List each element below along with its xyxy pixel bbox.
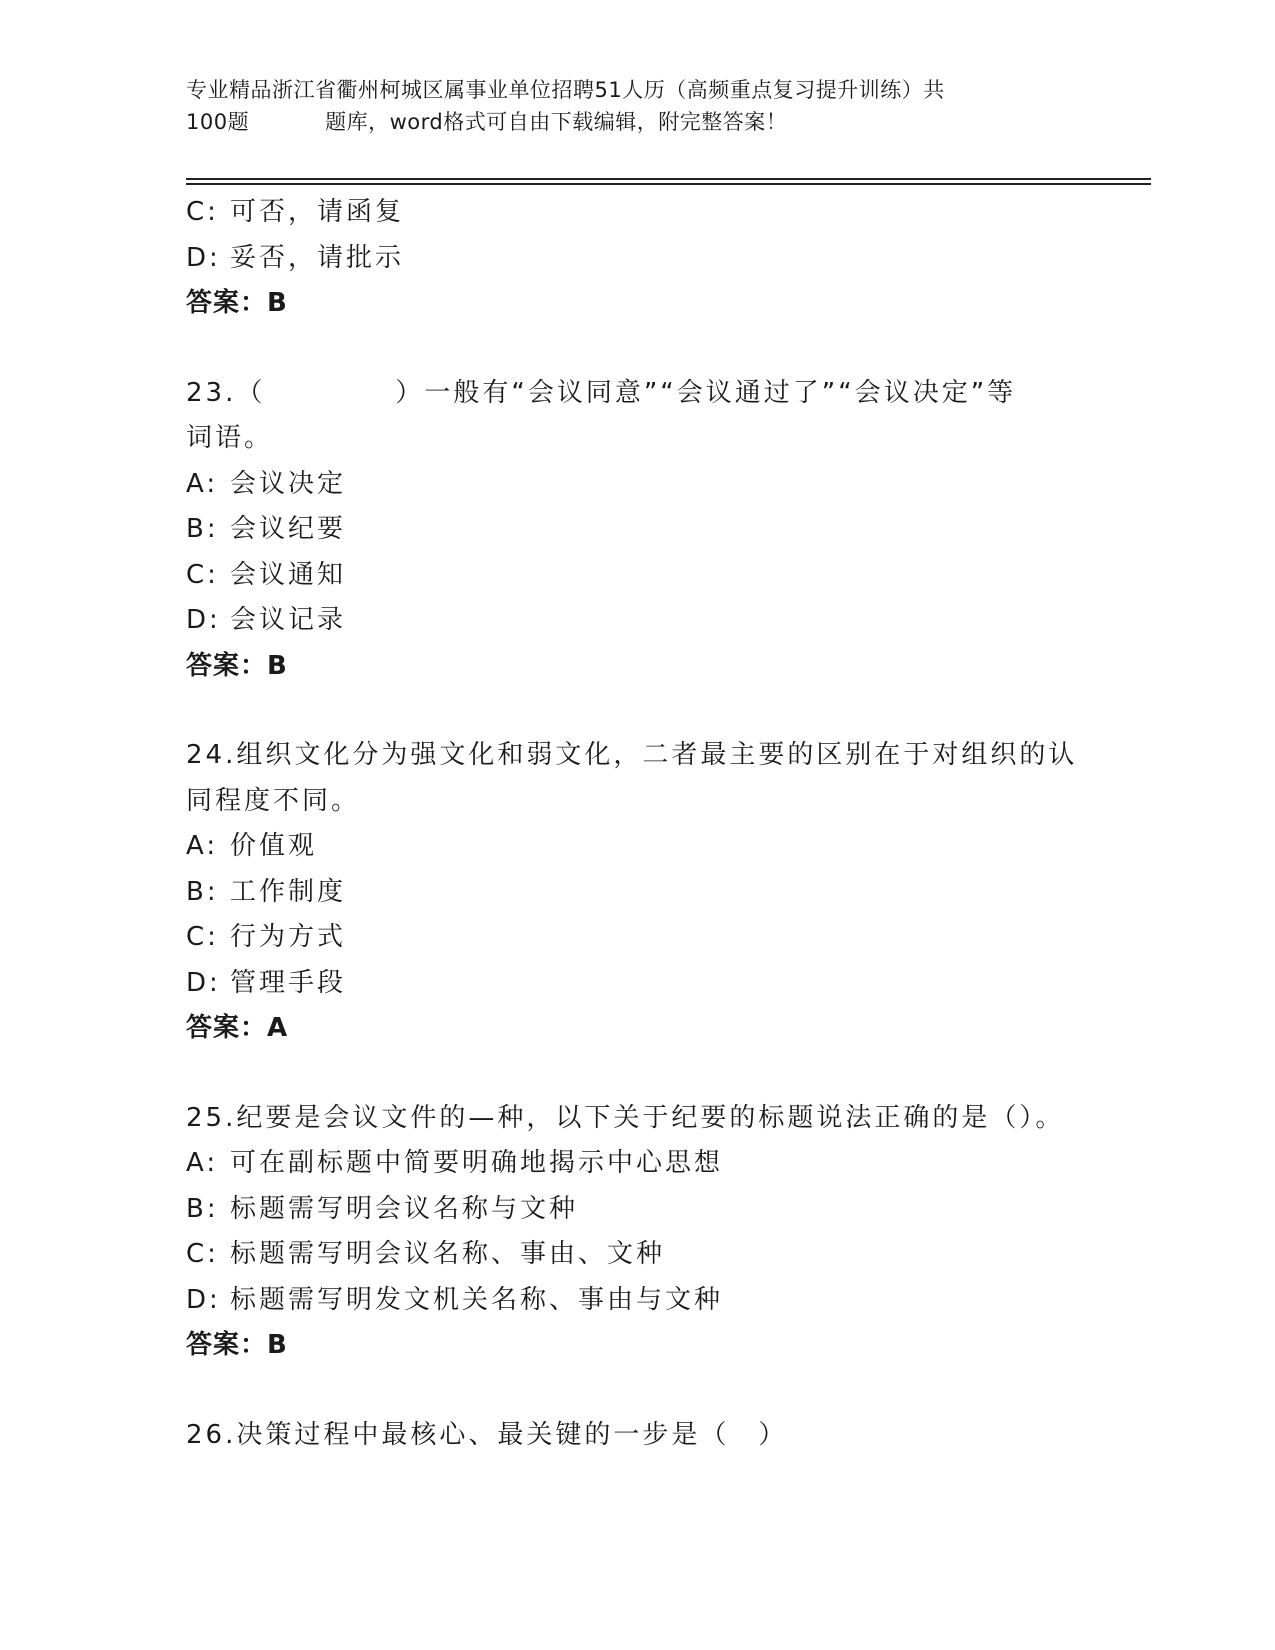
option-a: A: 可在副标题中简要明确地揭示中心思想 [186,1148,724,1178]
option-b: B: 标题需写明会议名称与文种 [186,1193,579,1224]
option-c: C: 可否，请函复 [186,197,405,227]
question-stem-continued: 词语。 [186,423,274,453]
option-a: A: 价值观 [186,831,318,861]
header-title-line-1: 专业精品浙江省衢州柯城区属事业单位招聘51人历（高频重点复习提升训练）共 [186,78,945,102]
answer: 答案：B [186,288,288,318]
answer: 答案：B [186,1330,288,1360]
header-description: 题库，word格式可自由下载编辑，附完整答案！ [325,110,788,134]
answer: 答案：B [186,650,288,681]
option-d: D: 妥否，请批示 [186,242,405,273]
question-stem: 23.（ ）一般有“会议同意”“会议通过了”“会议决定”等 [186,377,1017,408]
option-d: D: 标题需写明发文机关名称、事由与文种 [186,1284,724,1315]
option-d: D: 会议记录 [186,605,347,635]
option-c: C: 会议通知 [186,559,347,590]
question-stem: 25.纪要是会议文件的—种，以下关于纪要的标题说法正确的是（）。 [186,1102,1065,1133]
question-23 [186,371,1086,690]
question-stem: 24.组织文化分为强文化和弱文化，二者最主要的区别在于对组织的认 [186,740,1078,770]
header-divider-bottom [186,183,1151,185]
answer: 答案：A [186,1013,289,1043]
question-stem-continued: 同程度不同。 [186,785,361,816]
question-25 [186,1096,1086,1369]
page-header [186,74,1086,138]
option-a: A: 会议决定 [186,468,347,499]
question-22 [186,190,1086,327]
option-c: C: 行为方式 [186,922,347,952]
header-title-line-2 [186,106,1086,138]
question-list [186,190,1086,1458]
option-c: C: 标题需写明会议名称、事由、文种 [186,1239,666,1269]
question-stem: 26.决策过程中最核心、最关键的一步是（ ） [186,1419,788,1450]
header-divider-top [186,178,1151,180]
option-b: B: 会议纪要 [186,514,347,544]
option-d: D: 管理手段 [186,967,347,998]
header-question-count: 100题 [186,110,250,134]
question-26 [186,1413,1086,1459]
option-b: B: 工作制度 [186,876,347,907]
question-24 [186,733,1086,1052]
